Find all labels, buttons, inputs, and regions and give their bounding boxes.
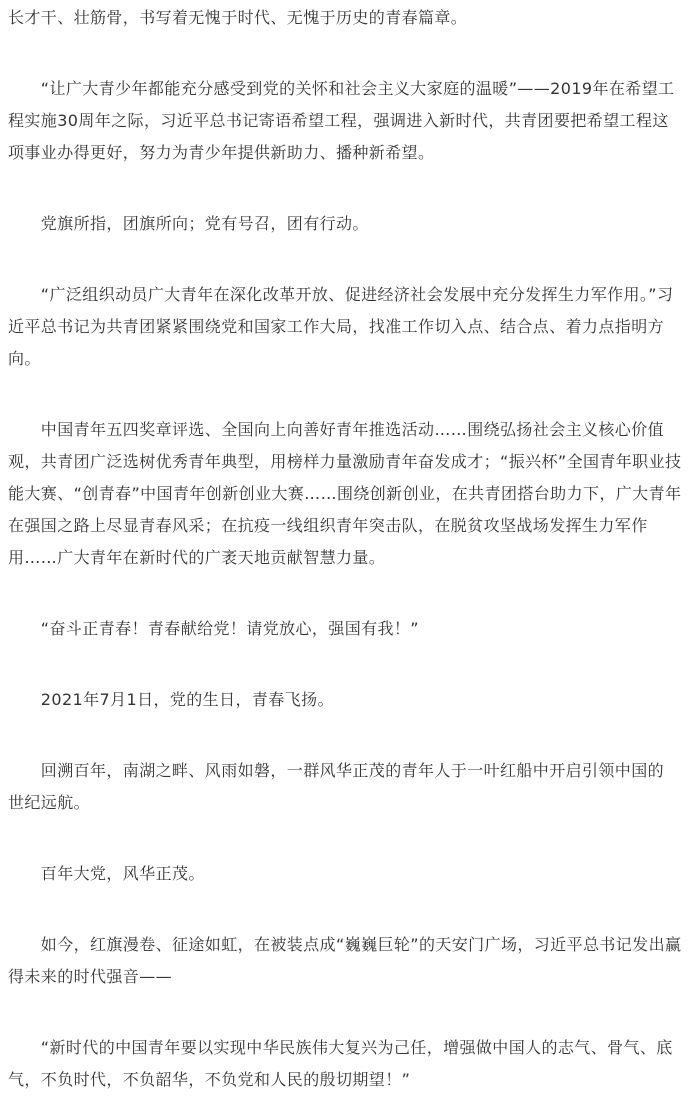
paragraph-11: “新时代的中国青年要以实现中华民族伟大复兴为己任，增强做中国人的志气、骨气、底 气，不负时代，不负韶华，不负党和人民的殷切期望！” [8,1038,673,1089]
paragraph-8: 回溯百年，南湖之畔、风雨如磐，一群风华正茂的青年人于一叶红船中开启引领中国的 世纪远航。 [8,761,665,812]
paragraph-2: “让广大青少年都能充分感受到党的关怀和社会主义大家庭的温暖”——2019年在希望工 程实施30周年之际，习近平总书记寄语希望工程，强调进入新时代，共青团要把希望工程这 项事业办得更好，努力为青少年提供新助力、播种新希望。 [8,79,675,162]
paragraph-3: 党旗所指，团旗所向；党有号召，团有行动。 [8,214,369,233]
paragraph-9: 百年大党，风华正茂。 [8,864,205,883]
paragraph-spacer [8,169,692,208]
paragraph-4: “广泛组织动员广大青年在深化改革开放、促进经济社会发展中充分发挥生力军作用。”习 近平总书记为共青团紧紧围绕党和国家工作大局，找准工作切入点、结合点、着力点指明方 向。 [8,285,674,368]
paragraph-spacer [8,716,692,755]
paragraph-spacer [8,819,692,858]
paragraph-spacer [8,645,692,684]
paragraph-spacer [8,993,692,1032]
paragraph-spacer [8,240,692,279]
paragraph-5: 中国青年五四奖章评选、全国向上向善好青年推选活动……围绕弘扬社会主义核心价值 观，共青团广泛选树优秀青年典型，用榜样力量激励青年奋发成才；“振兴杯”全国青年职业技 能大赛、“创青春”中国青年创新创业大赛……围绕创新创业，在共青团搭台助力下，广大青年 在强国之路上尽显青春风采；在抗疫一线组织青年突击队，在脱贫攻坚战场发挥生力军作 用……广大青年在新时代的广袤天地贡献智慧力量。 [8,420,682,567]
paragraph-spacer [8,375,692,414]
paragraph-6: “奋斗正青春！青春献给党！请党放心，强国有我！” [8,619,419,638]
paragraph-10: 如今，红旗漫卷、征途如虹，在被装点成“巍巍巨轮”的天安门广场，习近平总书记发出赢 得未来的时代强音—— [8,935,682,986]
paragraph-7: 2021年7月1日，党的生日，青春飞扬。 [8,690,334,709]
paragraph-spacer [8,574,692,613]
paragraph-spacer [8,890,692,929]
paragraph-1: 长才干、壮筋骨，书写着无愧于时代、无愧于历史的青春篇章。 [8,8,468,27]
paragraph-spacer [8,34,692,73]
